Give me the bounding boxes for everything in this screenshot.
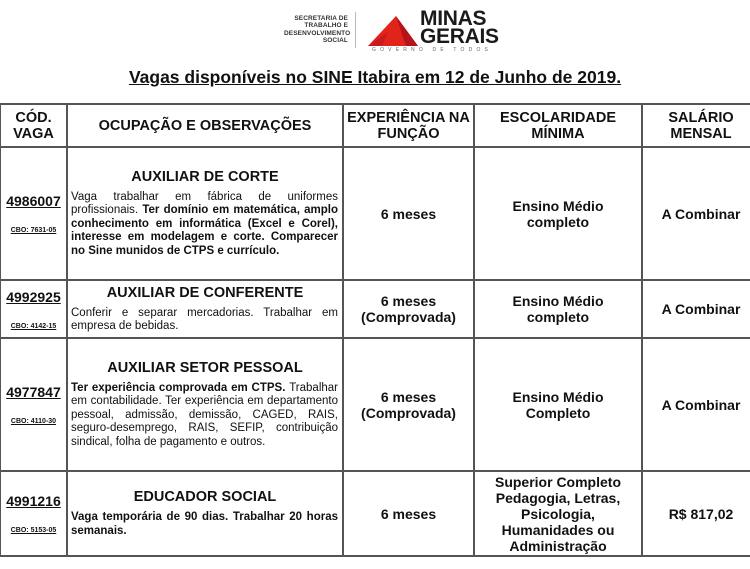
education-cell (474, 280, 642, 338)
secretaria-line: SECRETARIA DE (294, 15, 348, 22)
education-cell-line: Ensino Médio (512, 197, 604, 214)
salary-value: A Combinar (661, 301, 741, 317)
occupation-description (68, 382, 342, 450)
description-text: Ter experiência comprovada em CTPS. (71, 381, 290, 394)
salary-cell (642, 147, 750, 280)
education-cell-line: Humanidades ou (501, 521, 615, 538)
salary-cell (642, 338, 750, 471)
secretaria-line: TRABALHO E (304, 22, 348, 30)
salary-value: A Combinar (661, 205, 741, 222)
header-experience: EXPERIÊNCIA NA FUNÇÃO (343, 104, 474, 147)
header-education: ESCOLARIDADE MÍNIMA (474, 104, 642, 147)
header-code: CÓD. VAGA (0, 104, 67, 147)
description-text: Vaga temporária de 90 dias. Trabalhar 20 horas semanais. (71, 511, 338, 537)
occupation-cell (67, 280, 343, 338)
education-cell-line: Ensino Médio (512, 388, 604, 405)
education-cell (474, 147, 642, 280)
salary-value: A Combinar (661, 396, 741, 413)
cbo-code: CBO: 4142-15 (10, 322, 57, 330)
experience-cell (343, 147, 474, 280)
description-text: Vaga trabalhar em fábrica de uniformes profissionais. (71, 190, 338, 217)
brand-minas: MINAS (420, 7, 487, 30)
brand-tagline: GOVERNO DE TODOS (372, 47, 493, 53)
education-cell-line: completo (526, 213, 590, 230)
occupation-cell (67, 338, 343, 471)
education-cell-line: Ensino Médio (512, 293, 604, 309)
occupation-title: AUXILIAR SETOR PESSOAL (107, 359, 303, 376)
page-title: Vagas disponíveis no SINE Itabira em 12 de Junho de 2019. (128, 67, 622, 87)
experience-cell-line: 6 meses (380, 505, 437, 522)
education-cell-line: Pedagogia, Letras, (495, 489, 621, 506)
vacancies-table (0, 103, 750, 557)
code-cell (0, 338, 67, 471)
table-row (0, 338, 750, 471)
code-cell (0, 147, 67, 280)
experience-cell-line: 6 meses (380, 293, 437, 309)
salary-value: R$ 817,02 (668, 505, 734, 522)
experience-cell-line: (Comprovada) (361, 404, 456, 421)
vacancy-code: 4977847 (6, 384, 61, 400)
cbo-code: CBO: 5153-05 (10, 527, 57, 534)
table-row (0, 147, 750, 280)
brand-gerais: GERAIS (420, 25, 499, 48)
vacancy-code: 4992925 (6, 288, 61, 305)
secretaria-line: SOCIAL (322, 37, 348, 45)
occupation-description (68, 307, 342, 334)
experience-cell (343, 471, 474, 556)
education-cell-line: Superior Completo (494, 473, 621, 490)
salary-cell (642, 280, 750, 338)
experience-cell-line: (Comprovada) (361, 309, 456, 325)
salary-cell (642, 471, 750, 556)
description-text: Ter domínio em matemática, amplo conhecimento em informática (Excel e Corel), interesse em modelagem e corte. Comparecer no Sine munidos de CTPS e currículo. (71, 204, 338, 257)
cbo-code: CBO: 7631-05 (10, 227, 57, 234)
vacancy-code: 4991216 (6, 493, 61, 509)
experience-cell-line: 6 meses (380, 205, 437, 222)
vacancy-code: 4986007 (6, 193, 61, 209)
description-text: Trabalhar em contabilidade. Ter experiência em departamento pessoal, admissão, demissão, CAGED, RAIS, seguro-desemprego, RAIS, SEFIP, contribuição sindical, folha de pagamento e outros. (71, 381, 338, 448)
occupation-title: AUXILIAR DE CONFERENTE (106, 284, 304, 301)
experience-cell-line: 6 meses (380, 388, 437, 405)
occupation-description (68, 191, 342, 259)
experience-cell (343, 280, 474, 338)
logo-divider (355, 12, 356, 48)
occupation-description (68, 511, 342, 538)
mountain-triangle-icon (366, 12, 426, 48)
secretaria-label (284, 15, 351, 45)
table-header-row (0, 104, 750, 147)
header-salary: SALÁRIO MENSAL (642, 104, 750, 147)
occupation-cell (67, 471, 343, 556)
header-occupation: OCUPAÇÃO E OBSERVAÇÕES (67, 104, 343, 147)
occupation-title: EDUCADOR SOCIAL (133, 489, 277, 505)
education-cell-line: Psicologia, (521, 505, 595, 522)
minas-gerais-logo (284, 7, 514, 53)
code-cell (0, 471, 67, 556)
education-cell-line: Completo (525, 404, 591, 421)
occupation-title: AUXILIAR DE CORTE (131, 168, 279, 185)
occupation-cell (67, 147, 343, 280)
description-text: Conferir e separar mercadorias. Trabalhar em empresa de bebidas. (71, 306, 338, 332)
experience-cell (343, 338, 474, 471)
education-cell (474, 338, 642, 471)
cbo-code: CBO: 4110-30 (10, 418, 57, 425)
secretaria-line: DESENVOLVIMENTO (284, 29, 351, 37)
education-cell-line: Administração (509, 537, 607, 554)
code-cell (0, 280, 67, 338)
table-row (0, 471, 750, 556)
table-row (0, 280, 750, 338)
education-cell (474, 471, 642, 556)
education-cell-line: completo (526, 309, 590, 325)
